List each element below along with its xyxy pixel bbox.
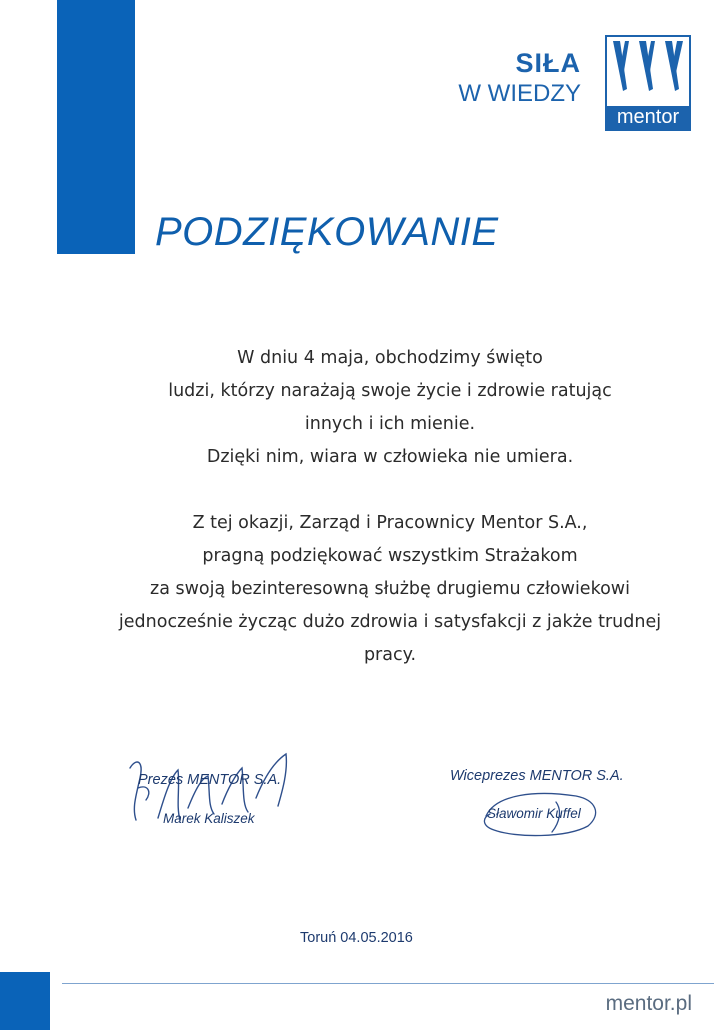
paragraph-line: W dniu 4 maja, obchodzimy święto: [237, 348, 543, 368]
paragraph-line: Dzięki nim, wiara w człowieka nie umiera.: [206, 447, 574, 467]
right-signature-name: Sławomir Kuffel: [487, 806, 581, 821]
left-signature-name: Marek Kaliszek: [163, 811, 255, 826]
document-date: Toruń 04.05.2016: [300, 930, 413, 946]
logo-mark-icon: [607, 37, 689, 107]
right-signature-title: Wiceprezes MENTOR S.A.: [450, 768, 624, 784]
document-heading: PODZIĘKOWANIE: [155, 210, 499, 254]
blue-sidebar-block: [57, 0, 135, 254]
paragraph-line: innych i ich mienie.: [304, 414, 476, 434]
paragraph-line: jednocześnie życząc dużo zdrowia i satysfakcji z jakże trudnej: [118, 612, 662, 632]
blue-footer-square: [0, 972, 50, 1030]
mentor-logo: [605, 35, 691, 131]
website-url: mentor.pl: [605, 992, 692, 1015]
left-signature-title: Prezes MENTOR S.A.: [138, 772, 282, 788]
logo-wordmark: mentor: [607, 106, 689, 129]
slogan-line-1: SIŁA: [515, 48, 581, 78]
paragraph-1: [40, 342, 714, 474]
paragraph-line: pragną podziękować wszystkim Strażakom: [202, 546, 578, 566]
slogan-line-2: W WIEDZY: [458, 80, 581, 107]
paragraph-2: [40, 507, 714, 672]
brand-slogan: [458, 50, 581, 106]
paragraph-line: Z tej okazji, Zarząd i Pracownicy Mentor S.A.,: [192, 513, 588, 533]
paragraph-line: pracy.: [363, 645, 417, 665]
paragraph-line: ludzi, którzy narażają swoje życie i zdrowie ratując: [168, 381, 612, 401]
paragraph-line: za swoją bezinteresowną służbę drugiemu człowiekowi: [150, 579, 630, 599]
footer-divider: [62, 983, 714, 984]
